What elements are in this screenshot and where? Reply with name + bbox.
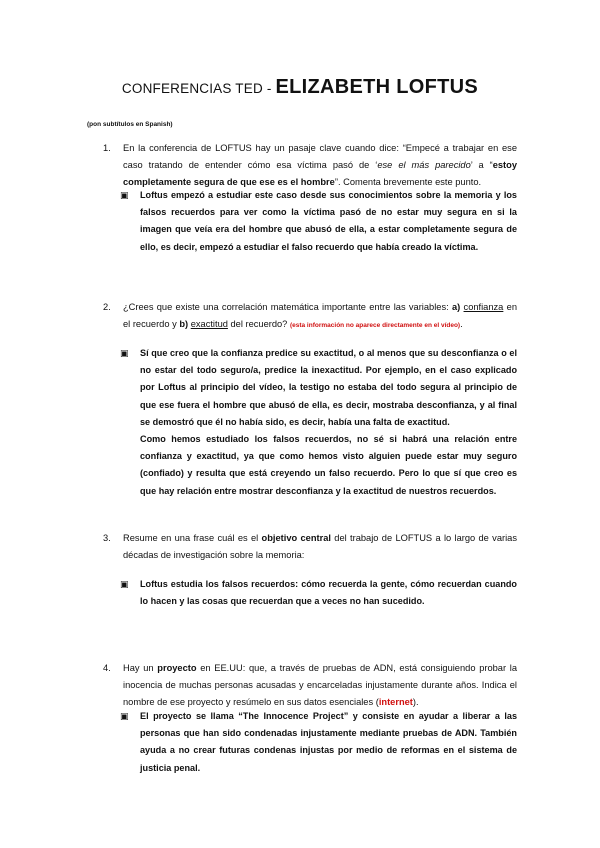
title-name: ELIZABETH LOFTUS: [275, 76, 479, 98]
question-number: 4.: [103, 663, 111, 673]
question-italic: ese el más parecido: [377, 160, 471, 171]
question-text: del trabajo de LOFTUS a lo largo de varias décadas de investigación sobre la memoria:: [123, 533, 517, 561]
question-label: a): [451, 302, 461, 312]
red-note: (esta información no aparece directamente en el vídeo): [289, 322, 461, 330]
question-text: Hay un: [123, 663, 158, 673]
answer-3: [120, 576, 517, 610]
question-text: ”. Comenta brevemente este punto.: [334, 177, 482, 188]
question-text: En la conferencia de LOFTUS hay un pasaje clave cuando dice: “Empecé a trabajar en ese caso tratando de entender cómo esa víctima pasó de ‘: [123, 143, 517, 171]
question-4: [103, 660, 517, 712]
question-text: del recuerdo?: [227, 319, 290, 330]
question-text: en el recuerdo y: [123, 302, 517, 330]
title-prefix: CONFERENCIAS TED -: [121, 81, 276, 96]
checkbox-bullet-icon: ▣: [120, 579, 129, 589]
answer-text: Sí que creo que la confianza predice su exactitud, o al menos que su desconfianza o el no estar del todo seguro/a, predice la inexactitud. Por ejemplo, en el caso explicado por Loftus al principio del vídeo, la testigo no estaba del todo segura al principio de que ese fuera el hombre que abusó de ella, es decir, mostraba desconfianza, y al final se demostró que él no había sido, es decir, había una falta de exactitud.: [140, 348, 517, 427]
question-number: 2.: [103, 302, 111, 312]
question-text: .: [460, 319, 463, 330]
subtitle-note: (pon subtítulos en Spanish): [87, 121, 173, 128]
question-2: [103, 299, 517, 334]
checkbox-bullet-icon: ▣: [120, 190, 129, 200]
question-bold: objetivo central: [261, 533, 331, 543]
question-number: 3.: [103, 533, 111, 543]
answer-text: Como hemos estudiado los falsos recuerdos, no sé si habrá una relación entre confianza y exactitud, ya que como hemos visto alguien puede estar muy seguro (confiado) y resulta que está creyendo un falso recuerdo. Pero lo que sí que creo es que hay relación entre mostrar desconfianza y la exactitud de nuestros recuerdos.: [140, 434, 517, 496]
question-bold: estoy completamente segura de que ese es el hombre: [123, 160, 518, 188]
question-text: Resume en una frase cuál es el: [123, 533, 262, 543]
checkbox-bullet-icon: ▣: [120, 711, 129, 721]
question-3: [103, 530, 517, 564]
question-text: ¿Crees que existe una correlación matemática importante entre las variables:: [123, 302, 452, 312]
checkbox-bullet-icon: ▣: [120, 348, 129, 358]
answer-2: [120, 345, 517, 500]
question-underlined: exactitud: [190, 319, 228, 330]
question-label: b): [179, 319, 189, 330]
red-text: internet: [378, 697, 413, 708]
question-1: [103, 140, 518, 192]
page-title: [0, 76, 600, 99]
question-underlined: confianza: [463, 302, 504, 312]
answer-text: Loftus estudia los falsos recuerdos: cómo recuerda la gente, cómo recuerdan cuando lo hacen y las cosas que recuerdan que a veces no han sucedido.: [140, 579, 517, 607]
answer-1: [120, 187, 517, 256]
answer-4: [120, 708, 517, 777]
question-number: 1.: [103, 143, 111, 153]
answer-text: Loftus empezó a estudiar este caso desde sus conocimientos sobre la memoria y los falsos recuerdos para ver como la víctima pasó de no estar muy segura en si la imagen que veía era del hombre que abusó de ella, a estar completamente segura de ello, es decir, empezó a estudiar el falso recuerdo que había creado la víctima.: [140, 190, 517, 252]
question-text: ’ a “: [470, 160, 493, 171]
question-text: ).: [412, 697, 419, 708]
answer-text: El proyecto se llama “The Innocence Project” y consiste en ayudar a liberar a las personas que han sido condenadas injustamente mediante pruebas de ADN. También ayuda a no crear futuras condenas injustas por medio de reformas en el sistema de justicia penal.: [140, 711, 517, 773]
question-bold: proyecto: [157, 663, 197, 673]
question-text: en EE.UU: que, a través de pruebas de ADN, está consiguiendo probar la inocencia de muchas personas acusadas y encarceladas injustamente durante años. Indica el nombre de ese proyecto y resúmelo en sus datos esenciales (: [123, 663, 517, 708]
